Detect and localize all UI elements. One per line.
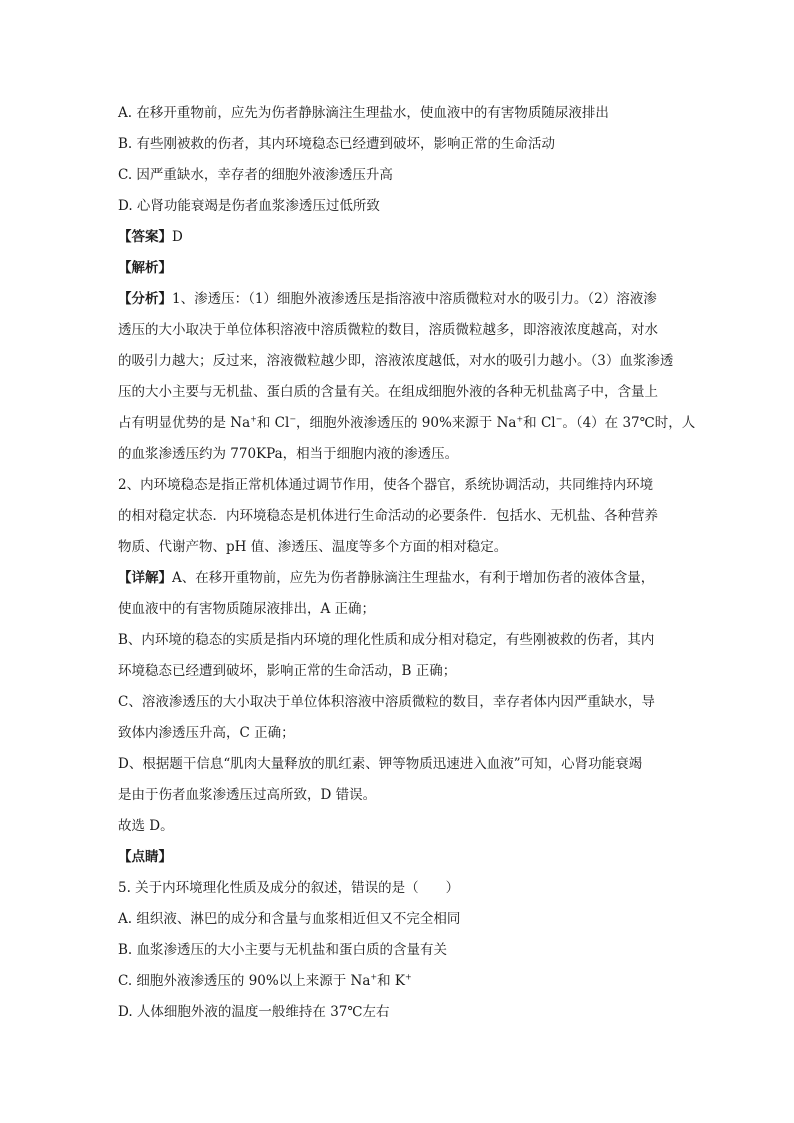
analysis-text-5a: 占有明显优势的是 Na bbox=[118, 415, 251, 431]
detail-line-7: D、根据题干信息“肌肉大量释放的肌红素、钾等物质迅速进入血液”可知，心肾功能衰竭 bbox=[118, 756, 643, 772]
q5-option-d: D. 人体细胞外液的温度一般维持在 37℃左右 bbox=[118, 1004, 390, 1020]
detail-line-2: 使血液中的有害物质随尿液排出，A 正确； bbox=[118, 601, 376, 617]
detail-line-1 bbox=[118, 569, 678, 587]
answer-line bbox=[118, 228, 678, 246]
analysis-line-3: 的吸引力越大；反过来，溶液微粒越少即，溶液浓度越低，对水的吸引力越小。（3）血浆渗透 bbox=[118, 353, 674, 369]
na-charge: + bbox=[250, 414, 257, 424]
q5-option-c-text-2: 和 K bbox=[377, 973, 405, 989]
analysis-line-7: 2、内环境稳态是指正常机体通过调节作用，使各个器官，系统协调活动，共同维持内环境 bbox=[118, 477, 654, 493]
q4-option-a: A. 在移开重物前，应先为伤者静脉滴注生理盐水，使血液中的有害物质随尿液排出 bbox=[118, 105, 609, 121]
analysis-line-6: 的血浆渗透压约为 770KPa，相当于细胞内液的渗透压。 bbox=[118, 446, 459, 462]
detail-line-8: 是由于伤者血浆渗透压过高所致，D 错误。 bbox=[118, 787, 377, 803]
cl-charge-2: − bbox=[555, 414, 563, 424]
analysis-text-1: 1、渗透压：（1）细胞外液渗透压是指溶液中溶质微粒对水的吸引力。（2）溶液渗 bbox=[172, 291, 657, 307]
q4-option-c: C. 因严重缺水，幸存者的细胞外液渗透压升高 bbox=[118, 167, 393, 183]
analysis-line-4: 压的大小主要与无机盐、蛋白质的含量有关。在组成细胞外液的各种无机盐离子中，含量上 bbox=[118, 384, 658, 400]
analysis-line-5 bbox=[118, 414, 696, 432]
detail-text-1: A、在移开重物前，应先为伤者静脉滴注生理盐水，有利于增加伤者的液体含量， bbox=[172, 570, 655, 586]
explanation-heading: 【解析】 bbox=[118, 260, 172, 276]
analysis-text-5e: 。（4）在 37℃时，人 bbox=[562, 415, 696, 431]
q4-option-d: D. 心肾功能衰竭是伤者血浆渗透压过低所致 bbox=[118, 198, 380, 214]
q5-option-c bbox=[118, 972, 678, 990]
analysis-line-1 bbox=[118, 290, 678, 308]
cl-charge: − bbox=[289, 414, 297, 424]
detail-line-9: 故选 D。 bbox=[118, 818, 174, 834]
analysis-line-8: 的相对稳定状态．内环境稳态是机体进行生命活动的必要条件．包括水、无机盐、各种营养 bbox=[118, 508, 658, 524]
analysis-line-2: 透压的大小取决于单位体积溶液中溶质微粒的数目，溶质微粒越多，即溶液浓度越高，对水 bbox=[118, 322, 658, 338]
k-charge: + bbox=[404, 972, 412, 982]
na-charge-2: + bbox=[516, 414, 524, 424]
analysis-text-5b: 和 Cl bbox=[256, 415, 290, 431]
q4-option-b: B. 有些刚被救的伤者，其内环境稳态已经遭到破坏，影响正常的生命活动 bbox=[118, 136, 556, 152]
detail-line-3: B、内环境的稳态的实质是指内环境的理化性质和成分相对稳定，有些刚被救的伤者，其内 bbox=[118, 632, 655, 648]
q5-option-c-text-1: C. 细胞外液渗透压的 90%以上来源于 Na bbox=[118, 973, 371, 989]
q5-option-b: B. 血浆渗透压的大小主要与无机盐和蛋白质的含量有关 bbox=[118, 942, 448, 958]
detail-line-5: C、溶液渗透压的大小取决于单位体积溶液中溶质微粒的数目，幸存者体内因严重缺水，导 bbox=[118, 694, 655, 710]
answer-label: 【答案】 bbox=[118, 229, 172, 245]
detail-line-4: 环境稳态已经遭到破坏，影响正常的生命活动，B 正确； bbox=[118, 663, 457, 679]
comment-heading: 【点睛】 bbox=[118, 849, 172, 865]
answer-value: D bbox=[172, 229, 183, 245]
detail-line-6: 致体内渗透压升高，C 正确； bbox=[118, 725, 295, 741]
analysis-text-5d: 和 Cl bbox=[523, 415, 556, 431]
q5-option-a: A. 组织液、淋巴的成分和含量与血浆相近但又不完全相同 bbox=[118, 911, 461, 927]
analysis-label: 【分析】 bbox=[118, 291, 172, 307]
na-charge-3: + bbox=[370, 972, 378, 982]
analysis-text-5c: ，细胞外液渗透压的 90%来源于 Na bbox=[296, 415, 517, 431]
q5-stem: 5. 关于内环境理化性质及成分的叙述，错误的是（ ） bbox=[118, 880, 460, 896]
analysis-line-9: 物质、代谢产物、pH 值、渗透压、温度等多个方面的相对稳定。 bbox=[118, 539, 508, 555]
detail-label: 【详解】 bbox=[118, 570, 172, 586]
